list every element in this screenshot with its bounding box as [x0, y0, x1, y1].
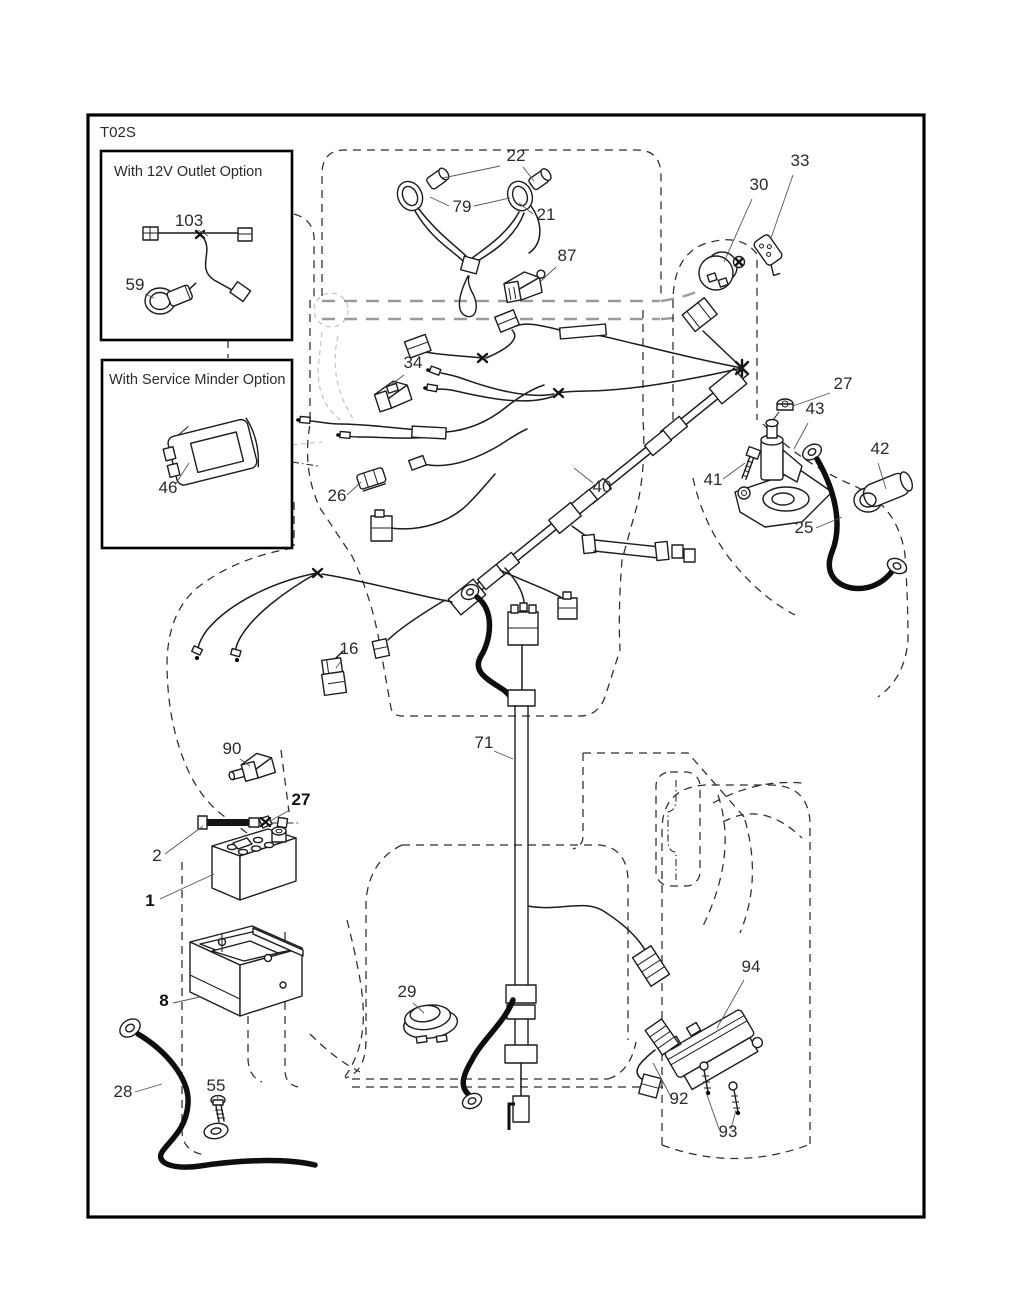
svg-text:27: 27	[291, 790, 311, 809]
ignition-switch-30	[699, 252, 745, 290]
bulb-right	[528, 167, 554, 191]
nut-27	[777, 399, 793, 410]
callout-79	[430, 197, 510, 216]
svg-text:43: 43	[805, 399, 825, 418]
callout-87	[541, 246, 576, 281]
svg-text:103: 103	[174, 211, 204, 230]
switch-87	[503, 269, 549, 303]
svg-text:46: 46	[158, 478, 178, 497]
svg-text:22: 22	[506, 146, 526, 165]
callout-33	[771, 151, 809, 238]
terminal-boot-42	[854, 469, 915, 512]
harness-71	[459, 582, 670, 1130]
svg-text:30: 30	[749, 175, 769, 194]
svg-text:94: 94	[741, 957, 761, 976]
minder-box-title: With Service Minder Option	[109, 372, 286, 388]
connector-lower-right	[558, 592, 577, 619]
svg-text:92: 92	[669, 1089, 689, 1108]
svg-text:41: 41	[703, 470, 723, 489]
svg-text:21: 21	[536, 205, 556, 224]
callout-93	[706, 1092, 737, 1141]
svg-text:28: 28	[113, 1082, 133, 1101]
part-29-buzzer	[401, 1001, 460, 1046]
battery-terminal	[272, 827, 286, 842]
callout-22	[443, 146, 534, 181]
diagram-code: T02S	[100, 124, 136, 141]
svg-text:93: 93	[718, 1122, 738, 1141]
callout-16	[336, 639, 358, 668]
svg-text:34: 34	[403, 353, 423, 372]
inset-box-service-minder	[102, 360, 292, 548]
svg-text:27: 27	[833, 374, 853, 393]
switch-34	[372, 378, 412, 412]
bulb-left	[425, 166, 451, 190]
svg-text:8: 8	[159, 991, 169, 1010]
svg-text:79: 79	[452, 197, 472, 216]
fuse-26	[356, 467, 387, 492]
callout-26	[328, 482, 361, 505]
svg-text:16: 16	[339, 639, 359, 658]
inline-fuse	[582, 534, 695, 562]
connector-rear	[633, 946, 670, 986]
svg-text:40: 40	[592, 477, 612, 496]
svg-text:1: 1	[145, 891, 155, 910]
callout-27	[270, 790, 310, 821]
svg-text:90: 90	[222, 739, 242, 758]
battery-cable-25	[800, 441, 909, 589]
svg-text:2: 2	[152, 846, 162, 865]
callout-2	[152, 826, 203, 865]
svg-text:59: 59	[125, 275, 145, 294]
callout-28	[114, 1082, 162, 1101]
callout-41	[704, 463, 745, 489]
svg-text:25: 25	[794, 518, 814, 537]
svg-text:55: 55	[206, 1076, 226, 1095]
svg-text:42: 42	[870, 439, 890, 458]
svg-text:71: 71	[474, 733, 494, 752]
outlet-box-title: With 12V Outlet Option	[114, 164, 263, 180]
ignition-key-33	[752, 233, 791, 277]
svg-text:26: 26	[327, 486, 347, 505]
svg-text:33: 33	[790, 151, 810, 170]
svg-text:29: 29	[397, 982, 417, 1001]
connector-71-top	[508, 603, 538, 645]
screw-55	[203, 1096, 229, 1141]
svg-text:87: 87	[557, 246, 577, 265]
battery-box-8	[190, 926, 303, 1016]
connector-mid	[371, 510, 392, 541]
callout-34	[392, 353, 422, 384]
callout-43	[794, 399, 824, 449]
bolt-41	[738, 447, 760, 481]
battery-1	[212, 827, 296, 900]
inset-box-12v-outlet	[101, 151, 292, 340]
callout-40	[574, 468, 611, 496]
callout-71	[475, 733, 513, 759]
callout-1	[145, 874, 214, 910]
